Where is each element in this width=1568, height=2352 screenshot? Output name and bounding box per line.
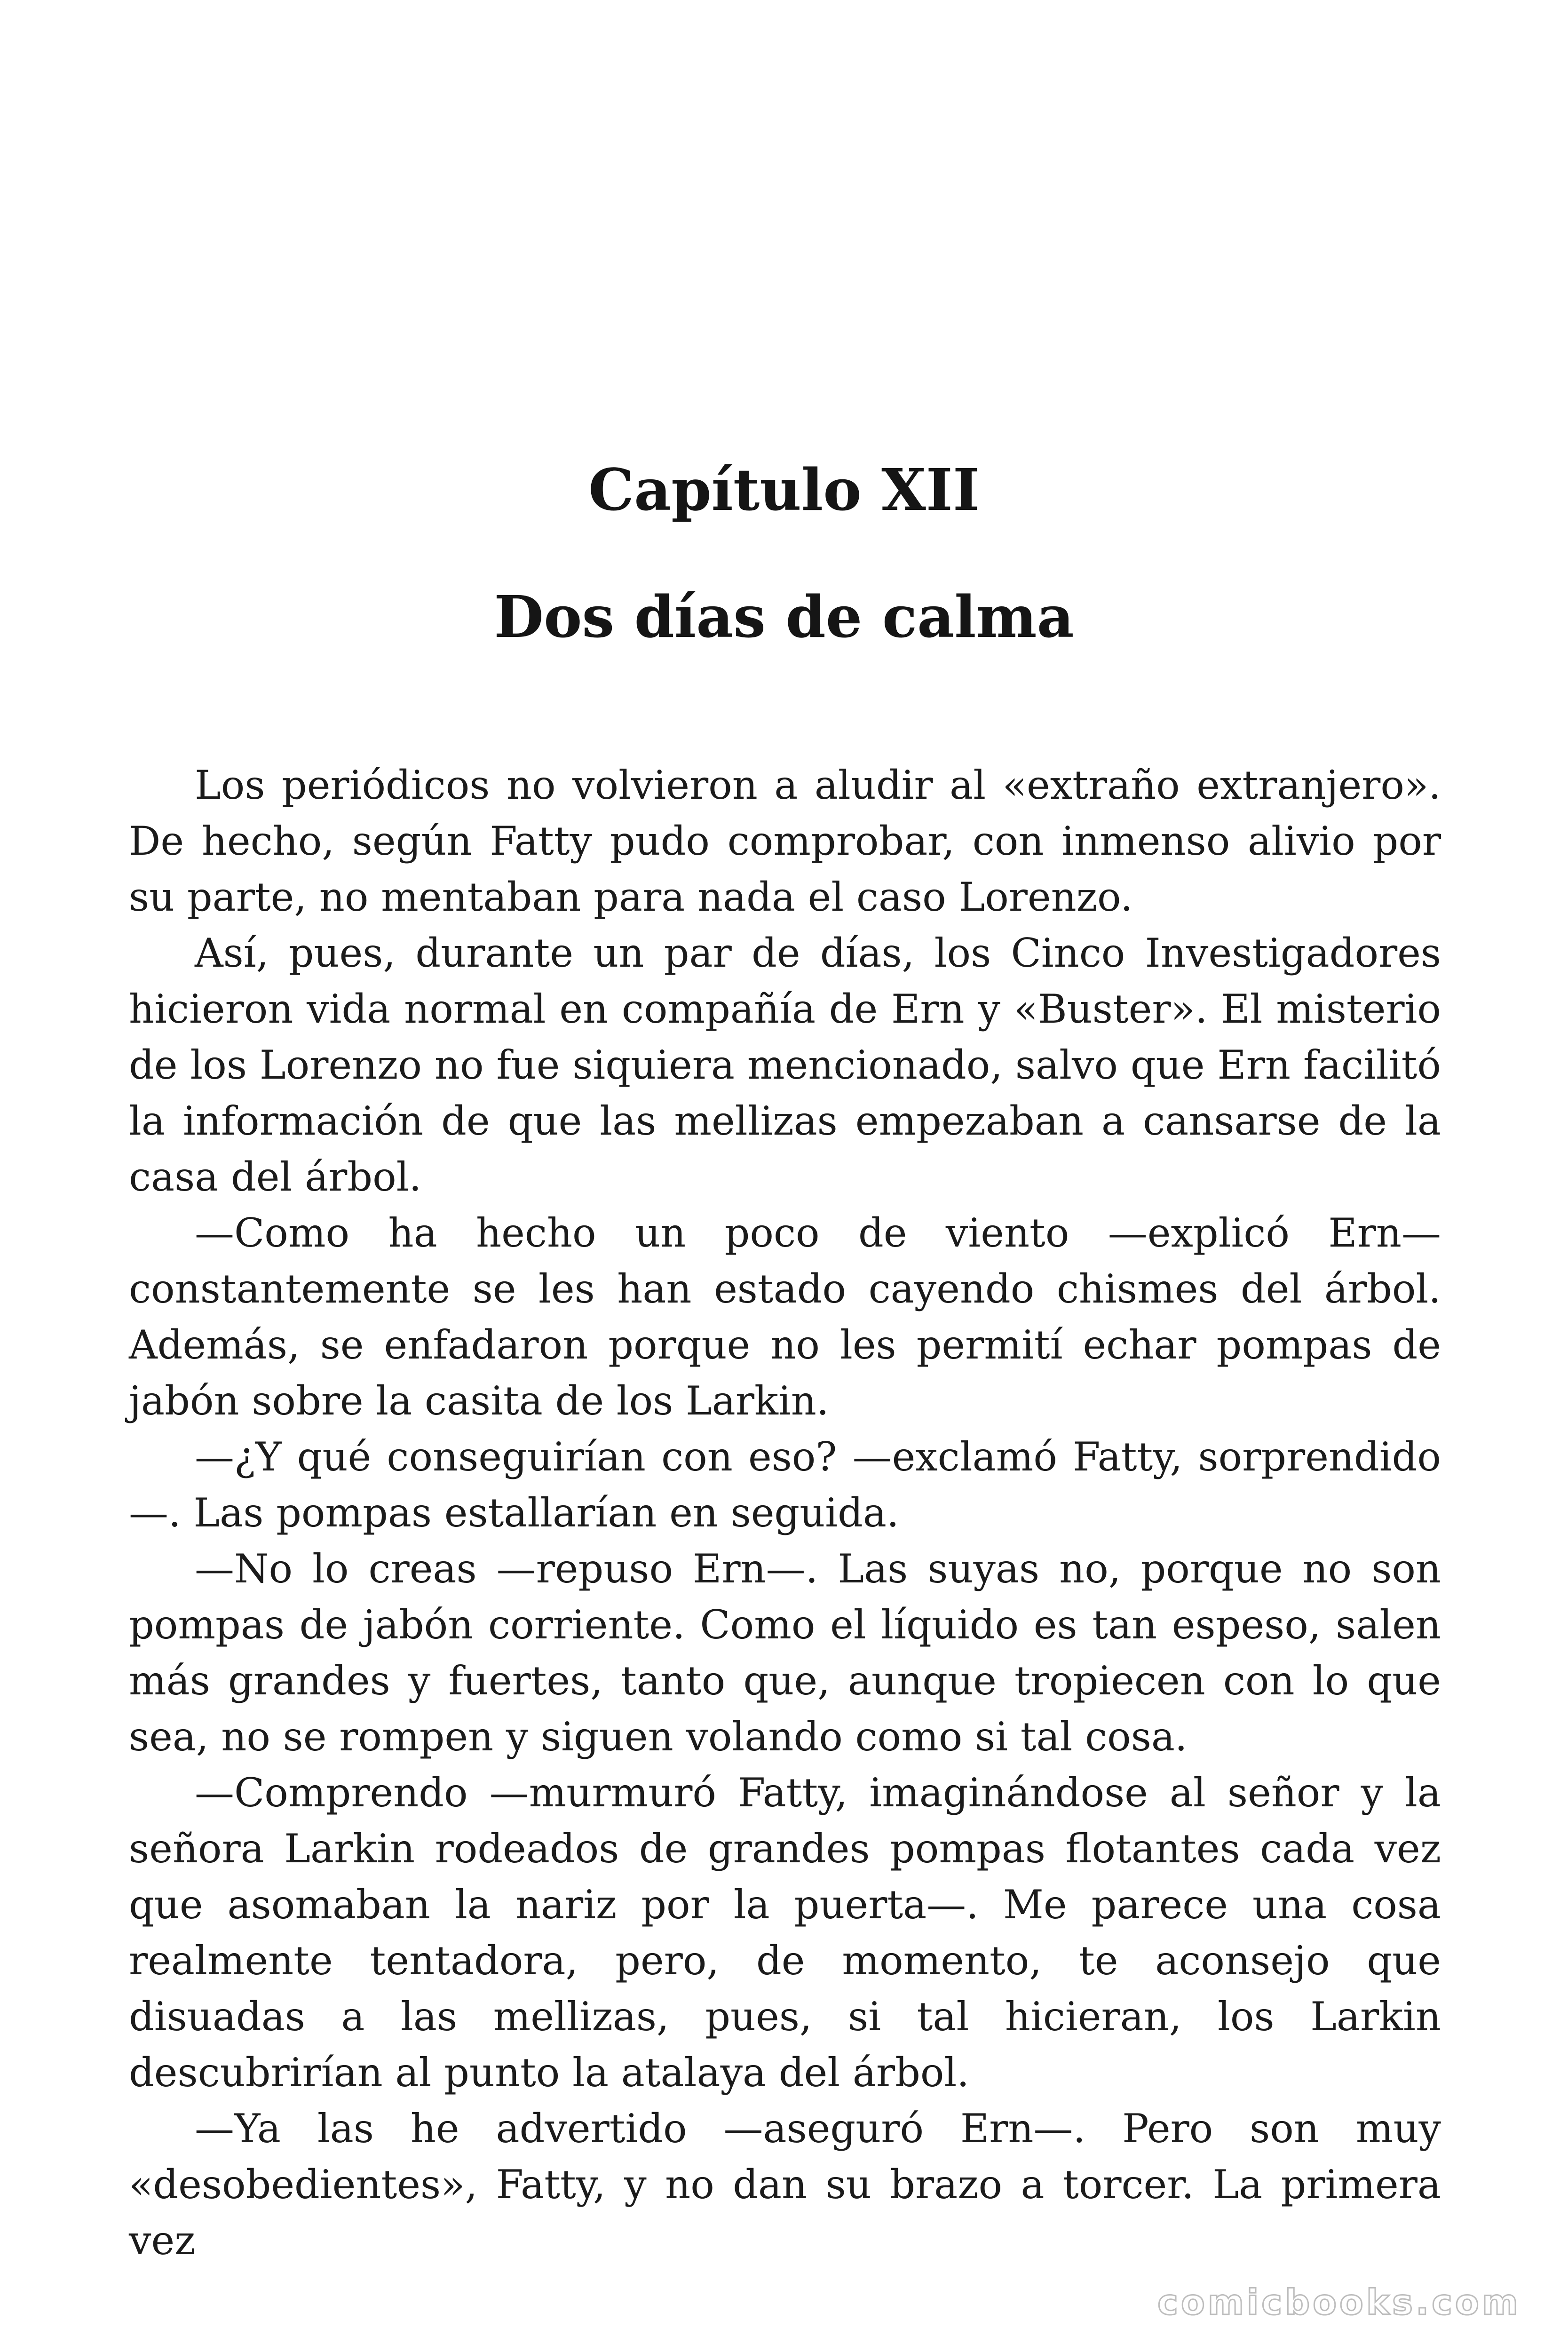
chapter-body (129, 757, 1441, 2269)
chapter-number: Capítulo XII (588, 456, 980, 524)
paragraph: Así, pues, durante un par de días, los Cinco Investigadores hicieron vida normal en compañía de Ern y «Buster». El misterio de los Lorenzo no fue siquiera mencionado, salvo que Ern facilitó la información de que las mellizas empezaban a cansarse de la casa del árbol. (129, 930, 1441, 1200)
paragraph-last: —Ya las he advertido —aseguró Ern—. Pero son muy «desobedientes», Fatty, y no dan su brazo a torcer. La primera vez (129, 2106, 1441, 2264)
paragraph: —Comprendo —murmuró Fatty, imaginándose al señor y la señora Larkin rodeados de grandes pompas flotantes cada vez que asomaban la nariz por la puerta—. Me parece una cosa realmente tentadora, pero, de momento, te aconsejo que disuadas a las mellizas, pues, si tal hicieran, los Larkin descubrirían al punto la atalaya del árbol. (129, 1770, 1441, 2096)
paragraph: —Como ha hecho un poco de viento —explicó Ern— constantemente se les han estado cayendo chismes del árbol. Además, se enfadaron porque no les permití echar pompas de jabón sobre la casita de los Larkin. (129, 1210, 1441, 1424)
chapter-title: Dos días de calma (494, 583, 1074, 651)
paragraph: —No lo creas —repuso Ern—. Las suyas no, porque no son pompas de jabón corriente. Como el líquido es tan espeso, salen más grandes y fuertes, tanto que, aunque tropiecen con lo que sea, no se rompen y siguen volando como si tal cosa. (129, 1546, 1441, 1760)
paragraph: —¿Y qué conseguirían con eso? —exclamó Fatty, sorprendido—. Las pompas estallarían en seguida. (129, 1434, 1441, 1536)
paragraph: Los periódicos no volvieron a aludir al «extraño extranjero». De hecho, según Fatty pudo comprobar, con inmenso alivio por su parte, no mentaban para nada el caso Lorenzo. (129, 762, 1441, 920)
watermark: comicbooks.com (1157, 2282, 1521, 2323)
